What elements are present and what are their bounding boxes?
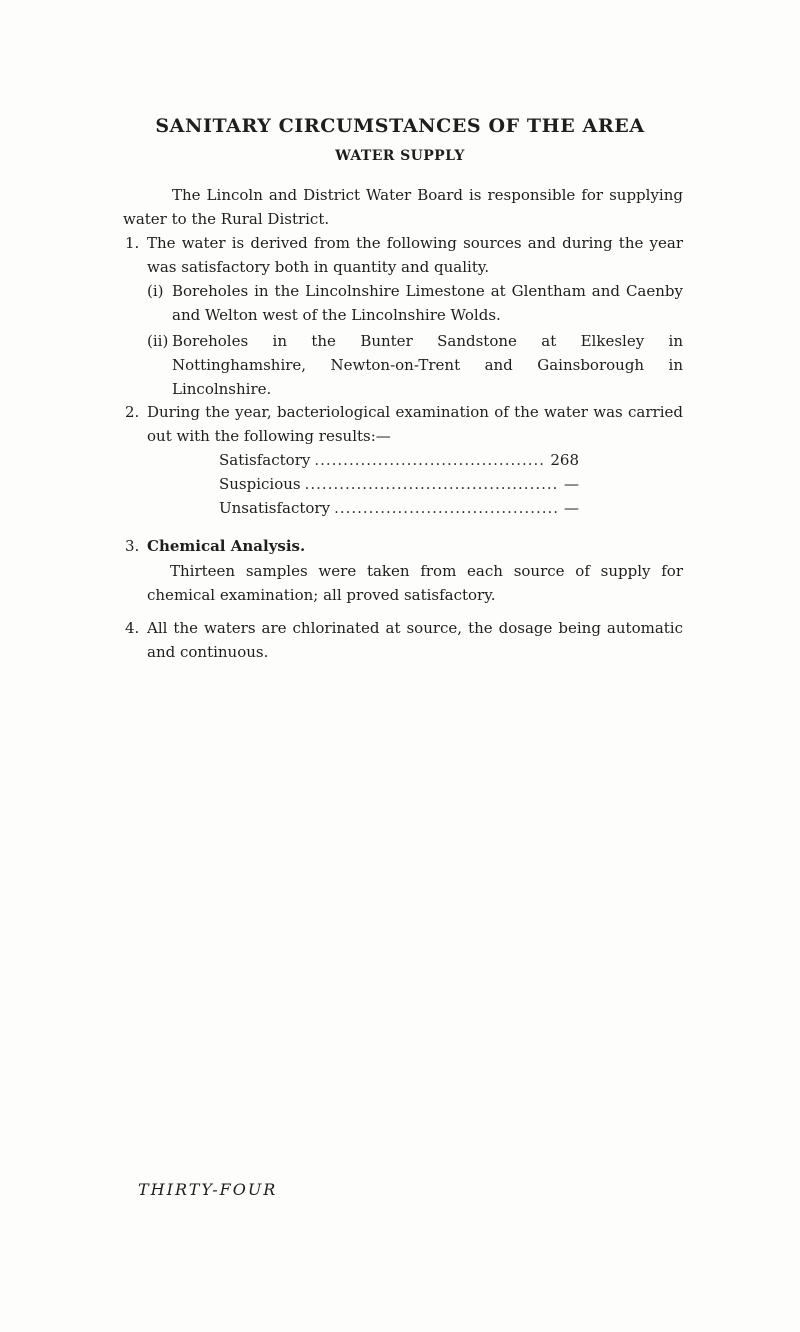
subitem-text: Boreholes in the Bunter Sandstone at Elkesley in Nottinghamshire, Newton-on-Trent and Gainsborough in Lincolnshire.	[172, 332, 683, 398]
result-label: Unsatisfactory	[219, 499, 331, 517]
result-row	[219, 448, 579, 472]
result-value: 268	[550, 451, 579, 469]
page-number-label: THIRTY-FOUR	[138, 1180, 278, 1199]
item-number: 2.	[125, 403, 140, 421]
item-number: 1.	[125, 234, 140, 252]
dot-leader	[314, 448, 546, 472]
dot-leader	[334, 496, 560, 520]
item-text: The water is derived from the following sources and during the year was satisfactory both in quantity and quality.	[147, 234, 683, 276]
result-label: Satisfactory	[219, 451, 311, 469]
subitem-label: (ii)	[147, 332, 169, 350]
item-number: 3.	[125, 537, 140, 555]
item-text: All the waters are chlorinated at source, the dosage being automatic and continuous.	[147, 619, 683, 661]
subitem-label: (i)	[147, 282, 164, 300]
intro-paragraph: The Lincoln and District Water Board is responsible for supplying water to the Rural District.	[123, 186, 683, 228]
result-value: —	[564, 475, 579, 493]
result-row	[219, 496, 579, 520]
result-value: —	[564, 499, 579, 517]
item-number: 4.	[125, 619, 140, 637]
section-subtitle: WATER SUPPLY	[335, 148, 465, 164]
page-title: SANITARY CIRCUMSTANCES OF THE AREA	[155, 115, 645, 137]
result-label: Suspicious	[219, 475, 301, 493]
result-row	[219, 472, 579, 496]
dot-leader	[305, 472, 560, 496]
item-text: During the year, bacteriological examination of the water was carried out with the following results:—	[147, 403, 683, 445]
item-heading: Chemical Analysis.	[147, 537, 306, 555]
item-text: Thirteen samples were taken from each source of supply for chemical examination; all proved satisfactory.	[147, 562, 683, 604]
subitem-text: Boreholes in the Lincolnshire Limestone at Glentham and Caenby and Welton west of the Lincolnshire Wolds.	[172, 282, 683, 324]
